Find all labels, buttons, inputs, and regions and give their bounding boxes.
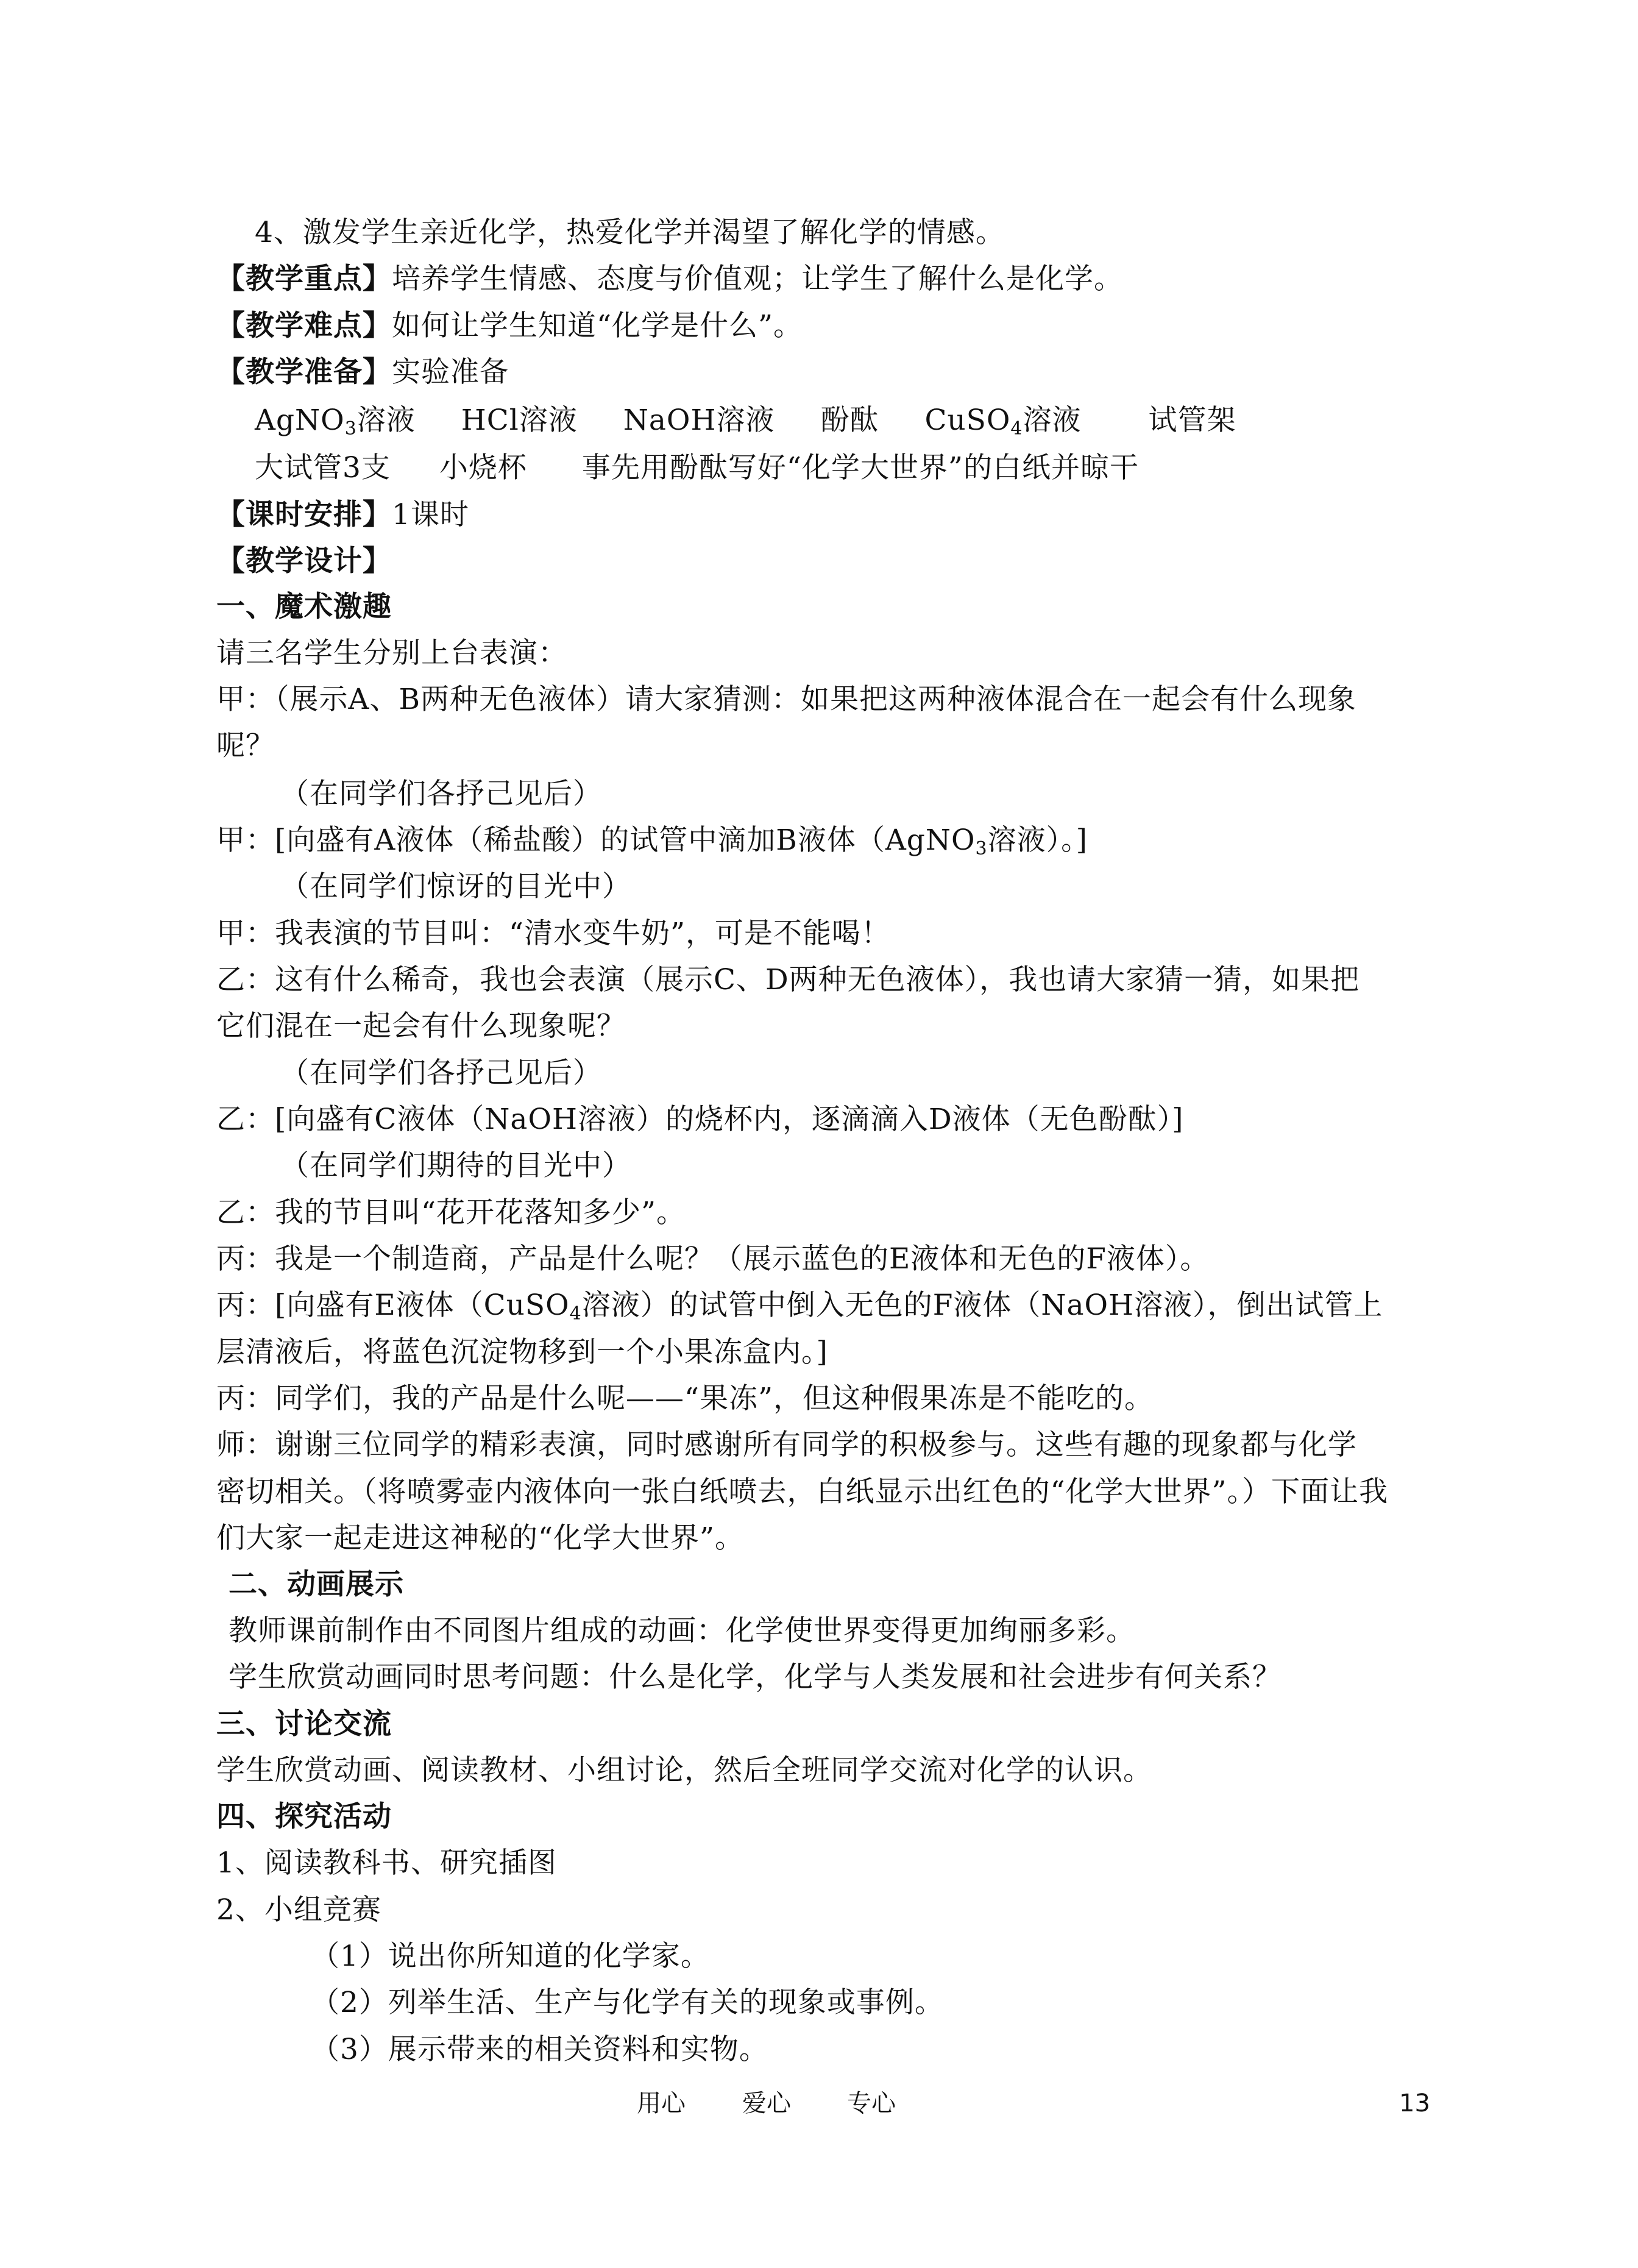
paragraph-bing-2b: 层清液后，将蓝色沉淀物移到一个小果冻盒内。]	[216, 1335, 828, 1369]
material-hcl: HCl溶液	[461, 403, 578, 437]
stage-note-expect: （在同学们期待的目光中）	[280, 1149, 631, 1182]
teaching-design-heading: 【教学设计】	[216, 544, 392, 578]
paragraph-jia-2: 甲：[向盛有A液体（稀盐酸）的试管中滴加B液体（AgNO$_3$溶液）。]	[216, 823, 1088, 859]
teaching-focus	[216, 261, 1123, 297]
paragraph-animation-2: 学生欣赏动画同时思考问题：什么是化学，化学与人类发展和社会进步有何关系？	[229, 1660, 1282, 1694]
paragraph-invite: 请三名学生分别上台表演：	[216, 636, 567, 670]
activity-1: 1、阅读教科书、研究插图	[216, 1846, 557, 1880]
material-naoh: NaOH溶液	[623, 403, 775, 437]
activity-2-item-3: （3）展示带来的相关资料和实物。	[311, 2033, 768, 2066]
teaching-preparation-text: 实验准备	[392, 355, 509, 389]
material-phenolphthalein: 酚酞	[820, 403, 879, 437]
lesson-schedule-text: 1课时	[392, 498, 469, 531]
teaching-difficulty-label: 【教学难点】	[216, 309, 392, 343]
paragraph-teacher-c: 们大家一起走进这神秘的“化学大世界”。	[216, 1521, 745, 1555]
teaching-preparation-label: 【教学准备】	[216, 355, 392, 389]
materials-row-2	[255, 450, 1139, 486]
teaching-difficulty	[216, 308, 803, 344]
footer-motto-1: 用心	[637, 2089, 686, 2117]
activity-2-item-1: （1）说出你所知道的化学家。	[311, 1939, 710, 1973]
paragraph-bing-3: 丙：同学们，我的产品是什么呢——“果冻”，但这种假果冻是不能吃的。	[216, 1382, 1154, 1415]
paragraph-jia-1b: 呢？	[216, 729, 275, 763]
paragraph-jia-1a: 甲：（展示A、B两种无色液体）请大家猜测：如果把这两种液体混合在一起会有什么现象	[216, 683, 1356, 716]
teaching-difficulty-text: 如何让学生知道“化学是什么”。	[392, 309, 803, 343]
paragraph-yi-3: 乙：我的节目叫“花开花落知多少”。	[216, 1196, 686, 1229]
material-agno3: AgNO$_3$溶液	[255, 403, 416, 439]
stage-note-opinion-1: （在同学们各抒己见后）	[280, 777, 602, 811]
teaching-focus-label: 【教学重点】	[216, 262, 392, 296]
teaching-preparation	[216, 354, 509, 391]
paragraph-yi-1a: 乙：这有什么稀奇，我也会表演（展示C、D两种无色液体），我也请大家猜一猜，如果把	[216, 963, 1360, 997]
footer-motto-3: 专心	[847, 2089, 896, 2117]
material-paper: 事先用酚酞写好“化学大世界”的白纸并晾干	[581, 451, 1139, 485]
page-number: 13	[1399, 2089, 1430, 2117]
paragraph-yi-1b: 它们混在一起会有什么现象呢？	[216, 1009, 626, 1043]
stage-note-opinion-2: （在同学们各抒己见后）	[280, 1056, 602, 1090]
materials-row-1	[255, 402, 1236, 439]
paragraph-teacher-b: 密切相关。（将喷雾壶内液体向一张白纸喷去，白纸显示出红色的“化学大世界”。）下面让我	[216, 1475, 1389, 1509]
goal-4: 4、激发学生亲近化学，热爱化学并渴望了解化学的情感。	[255, 216, 1005, 249]
paragraph-discussion: 学生欣赏动画、阅读教材、小组讨论，然后全班同学交流对化学的认识。	[216, 1754, 1152, 1787]
teaching-focus-text: 培养学生情感、态度与价值观；让学生了解什么是化学。	[392, 262, 1123, 296]
material-cuso4: CuSO$_4$溶液	[924, 403, 1082, 439]
material-beaker: 小烧杯	[439, 451, 527, 485]
section-2-title: 二、动画展示	[229, 1568, 404, 1601]
section-3-title: 三、讨论交流	[216, 1707, 392, 1741]
paragraph-teacher-a: 师：谢谢三位同学的精彩表演，同时感谢所有同学的积极参与。这些有趣的现象都与化学	[216, 1428, 1357, 1462]
paragraph-bing-2a: 丙：[向盛有E液体（CuSO$_4$溶液）的试管中倒入无色的F液体（NaOH溶液），倒出试管上	[216, 1289, 1383, 1324]
stage-note-surprise: （在同学们惊讶的目光中）	[280, 870, 631, 903]
paragraph-animation-1: 教师课前制作由不同图片组成的动画：化学使世界变得更加绚丽多彩。	[229, 1614, 1135, 1648]
section-4-title: 四、探究活动	[216, 1800, 392, 1833]
paragraph-jia-3: 甲：我表演的节目叫：“清水变牛奶”，可是不能喝！	[216, 917, 891, 950]
material-tubes: 大试管3支	[255, 451, 391, 485]
lesson-schedule	[216, 497, 469, 533]
paragraph-bing-1: 丙：我是一个制造商，产品是什么呢？（展示蓝色的E液体和无色的F液体）。	[216, 1242, 1210, 1276]
footer-motto-2: 爱心	[742, 2089, 791, 2117]
section-1-title: 一、魔术激趣	[216, 590, 392, 624]
activity-2-item-2: （2）列举生活、生产与化学有关的现象或事例。	[311, 1986, 944, 2019]
material-rack: 试管架	[1148, 403, 1236, 437]
lesson-schedule-label: 【课时安排】	[216, 498, 392, 531]
paragraph-yi-2: 乙：[向盛有C液体（NaOH溶液）的烧杯内，逐滴滴入D液体（无色酚酞）]	[216, 1103, 1184, 1136]
activity-2: 2、小组竞赛	[216, 1893, 381, 1927]
